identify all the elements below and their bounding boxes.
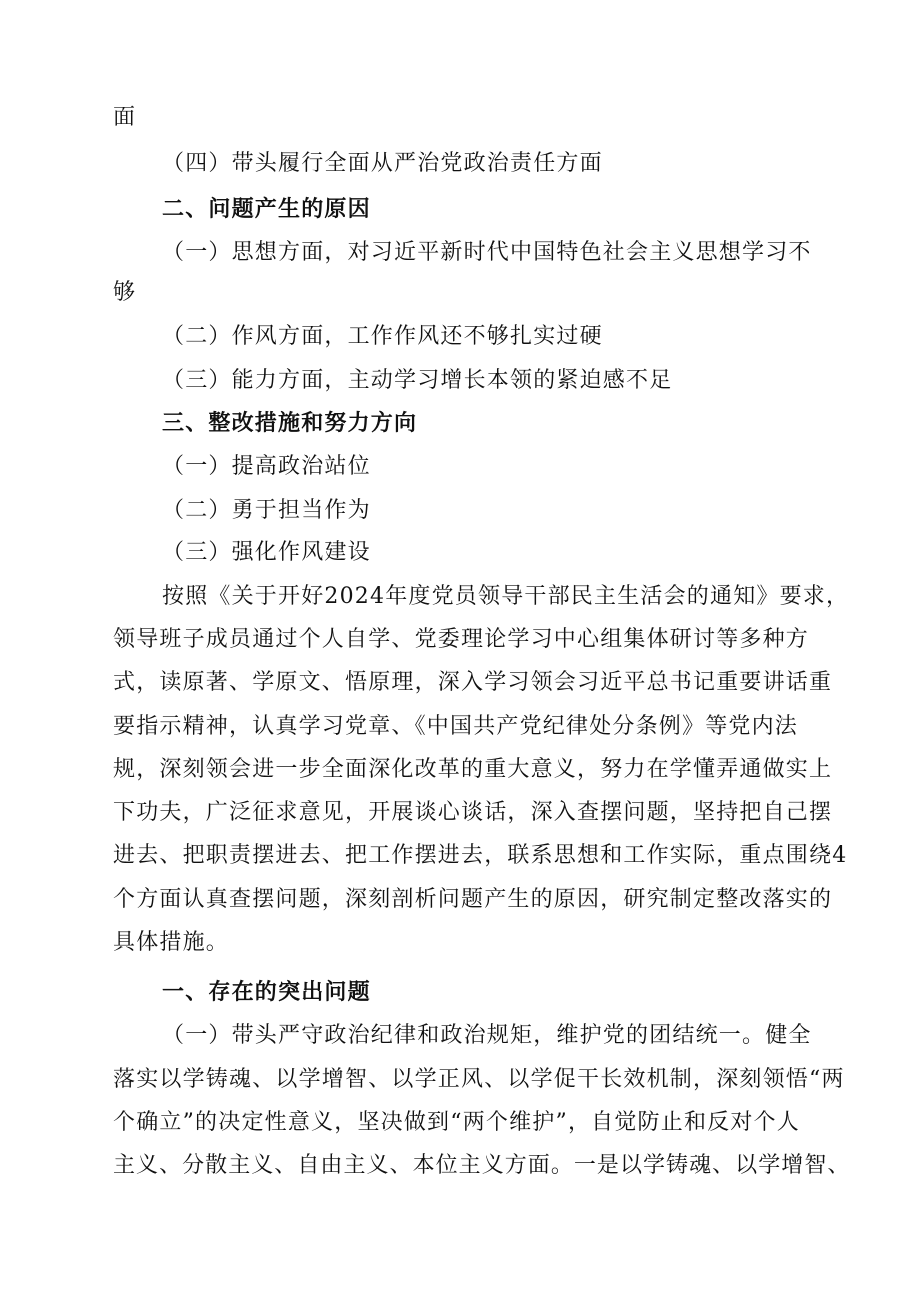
- paragraph-line: 具体措施。: [113, 930, 230, 955]
- paragraph-line: 要指示精神，认真学习党章、《中国共产党纪律处分条例》等党内法: [113, 714, 799, 739]
- subheading-line: （二）勇于担当作为: [162, 498, 371, 523]
- subheading-line: （一）提高政治站位: [162, 454, 371, 479]
- subheading-line: （三）能力方面，主动学习增长本领的紧迫感不足: [162, 368, 673, 393]
- paragraph-line: 进去、把职责摆进去、把工作摆进去，联系思想和工作实际，重点围绕4: [113, 843, 848, 868]
- paragraph-line: 下功夫，广泛征求意见，开展谈心谈话，深入查摆问题，坚持把自己摆: [113, 800, 833, 825]
- section-heading: 二、问题产生的原因: [162, 197, 371, 222]
- section-heading: 一、存在的突出问题: [162, 980, 371, 1005]
- paragraph-line: 按照《关于开好2024年度党员领导干部民主生活会的通知》要求，: [162, 584, 850, 609]
- paragraph-line: 个方面认真查摆问题，深刻剖析问题产生的原因，研究制定整改落实的: [113, 887, 833, 912]
- subheading-line: （二）作风方面，工作作风还不够扎实过硬: [162, 324, 603, 349]
- paragraph-line: （一）带头严守政治纪律和政治规矩，维护党的团结统一。健全: [162, 1023, 812, 1048]
- paragraph-line: 落实以学铸魂、以学增智、以学正风、以学促干长效机制，深刻领悟“两: [113, 1067, 845, 1092]
- subheading-line: （三）强化作风建设: [162, 540, 371, 565]
- paragraph-line: 领导班子成员通过个人自学、党委理论学习中心组集体研讨等多种方: [113, 627, 810, 652]
- paragraph-line: 个确立”的决定性意义，坚决做到“两个维护”，自觉防止和反对个人: [113, 1110, 800, 1135]
- section-heading: 三、整改措施和努力方向: [162, 411, 418, 436]
- paragraph-line: 主义、分散主义、自由主义、本位主义方面。一是以学铸魂、以学增智、: [113, 1153, 851, 1178]
- text-line: 面: [113, 105, 137, 130]
- subheading-line: （四）带头履行全面从严治党政治责任方面: [162, 151, 603, 176]
- text-line: 够: [113, 280, 137, 305]
- paragraph-line: 规，深刻领会进一步全面深化改革的重大意义，努力在学懂弄通做实上: [113, 757, 833, 782]
- paragraph-line: 式，读原著、学原文、悟原理，深入学习领会习近平总书记重要讲话重: [113, 670, 833, 695]
- subheading-line: （一）思想方面，对习近平新时代中国特色社会主义思想学习不: [162, 240, 812, 265]
